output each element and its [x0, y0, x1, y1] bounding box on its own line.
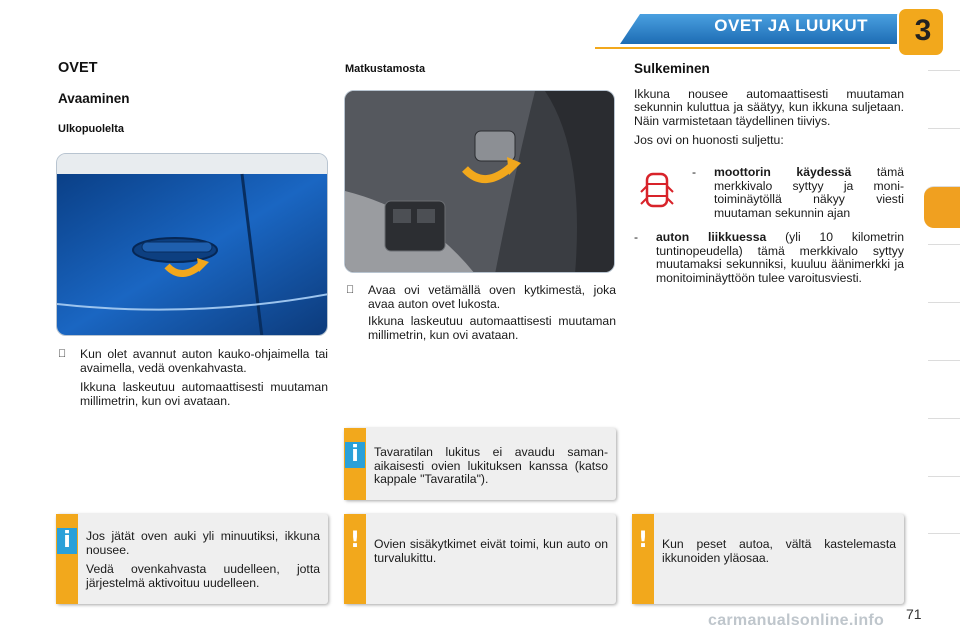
chapter-tab-4[interactable] — [928, 244, 960, 302]
item-dash: - — [692, 165, 697, 179]
chapter-tab-3-active[interactable] — [924, 186, 960, 228]
item-engine-bold: moottorin käydessä — [714, 165, 852, 179]
middle-bullet — [346, 284, 616, 311]
left-bullet — [58, 348, 328, 375]
chapter-number: 3 — [914, 14, 932, 47]
item-dash: - — [634, 230, 639, 244]
middle-bullet-note: Ikkuna laskeutuu automaattisesti muutaman millimetrin, kun ovi avataan. — [368, 314, 616, 342]
warning-note-deadlock-text: Ovien sisäkytkimet eivät toimi, kun auto on turvalukittu. — [374, 537, 608, 565]
info-note-window — [56, 514, 328, 604]
closing-item-driving — [634, 231, 904, 285]
warning-note-washing — [632, 514, 904, 604]
left-column — [58, 62, 328, 137]
middle-instructions — [346, 284, 616, 342]
left-instructions — [58, 348, 328, 408]
info-note-window-text-1: Jos jätät oven auki yli minuutiksi, ikkuna nousee. — [86, 529, 320, 557]
closing-intro: Ikkuna nousee automaattisesti muutaman sekunnin kuluttua ja säätyy, kun ikkuna suljetaan. Näin varmistetaan täydellinen tiiviys. — [634, 86, 904, 128]
warning-icon: ! — [345, 528, 365, 554]
pointing-hand-icon — [58, 348, 70, 375]
middle-bullet-text: Avaa ovi vetämällä oven kytkimestä, joka avaa auton ovet lukosta. — [368, 283, 616, 311]
left-bullet-text: Kun olet avannut auton kauko-ohjaimella tai avaimella, vedä ovenkahvasta. — [80, 347, 328, 375]
chapter-tab-2[interactable] — [928, 128, 960, 186]
subsection-inside: Matkustamosta — [345, 63, 426, 75]
section-title-closing: Sulkeminen — [634, 61, 710, 76]
chapter-tab-8[interactable] — [928, 476, 960, 534]
interior-door-handle-image — [344, 90, 615, 273]
subsection-outside: Ulkopuolelta — [58, 123, 125, 136]
warning-note-washing-text: Kun peset autoa, vältä kastelemasta ikkunoiden yläosaa. — [662, 537, 896, 565]
chapter-tab-6[interactable] — [928, 360, 960, 418]
middle-heading-block — [345, 63, 615, 77]
info-note-trunk — [344, 428, 616, 500]
info-note-window-text-2: Vedä ovenkahvasta uudelleen, jotta järjestelmä aktivoituu uudelleen. — [86, 562, 320, 590]
info-note-window-body — [86, 530, 320, 590]
page-number: 71 — [906, 606, 922, 622]
info-icon: i — [57, 528, 77, 554]
subtitle-opening: Avaaminen — [58, 90, 130, 106]
warning-icon: ! — [633, 528, 653, 554]
right-column — [634, 62, 904, 148]
door-open-warning-icon — [640, 170, 674, 210]
page-header — [0, 0, 960, 62]
chapter-tabs — [928, 70, 960, 570]
item-driving-bold: auton liikkuessa — [656, 230, 767, 244]
chapter-tab-7[interactable] — [928, 418, 960, 476]
left-bullet-note: Ikkuna laskeutuu automaattisesti muutaman millimetrin, kun ovi avataan. — [80, 380, 328, 408]
pointing-hand-icon — [346, 284, 358, 311]
warning-note-deadlock — [344, 514, 616, 604]
item-driving-text: (yli 10 kilometrin tuntinopeudella) tämä merkkivalo syttyy muutamaksi sekunniksi, kuuluu äänimerkki ja monitoiminäyttöön tulee varoitusviesti. — [656, 230, 904, 285]
section-title-doors: OVET — [58, 60, 98, 76]
item-engine-text: tämä merkkivalo syttyy ja monitoiminäytöllä näkyy viesti muutaman sekunnin ajan — [714, 165, 904, 220]
info-note-trunk-text: Tavaratilan lukitus ei avaudu samanaikaisesti ovien lukituksen kanssa (katso kappale "Tavaratila"). — [374, 445, 608, 487]
closing-item-engine — [692, 166, 904, 220]
watermark: carmanualsonline.info — [708, 612, 885, 629]
chapter-title: OVET JA LUUKUT — [714, 16, 868, 35]
chapter-tab-5[interactable] — [928, 302, 960, 360]
chapter-tab-1[interactable] — [928, 70, 960, 128]
exterior-door-handle-image — [56, 153, 328, 336]
closing-condition: Jos ovi on huonosti suljettu: — [634, 133, 784, 148]
info-icon: i — [345, 442, 365, 468]
